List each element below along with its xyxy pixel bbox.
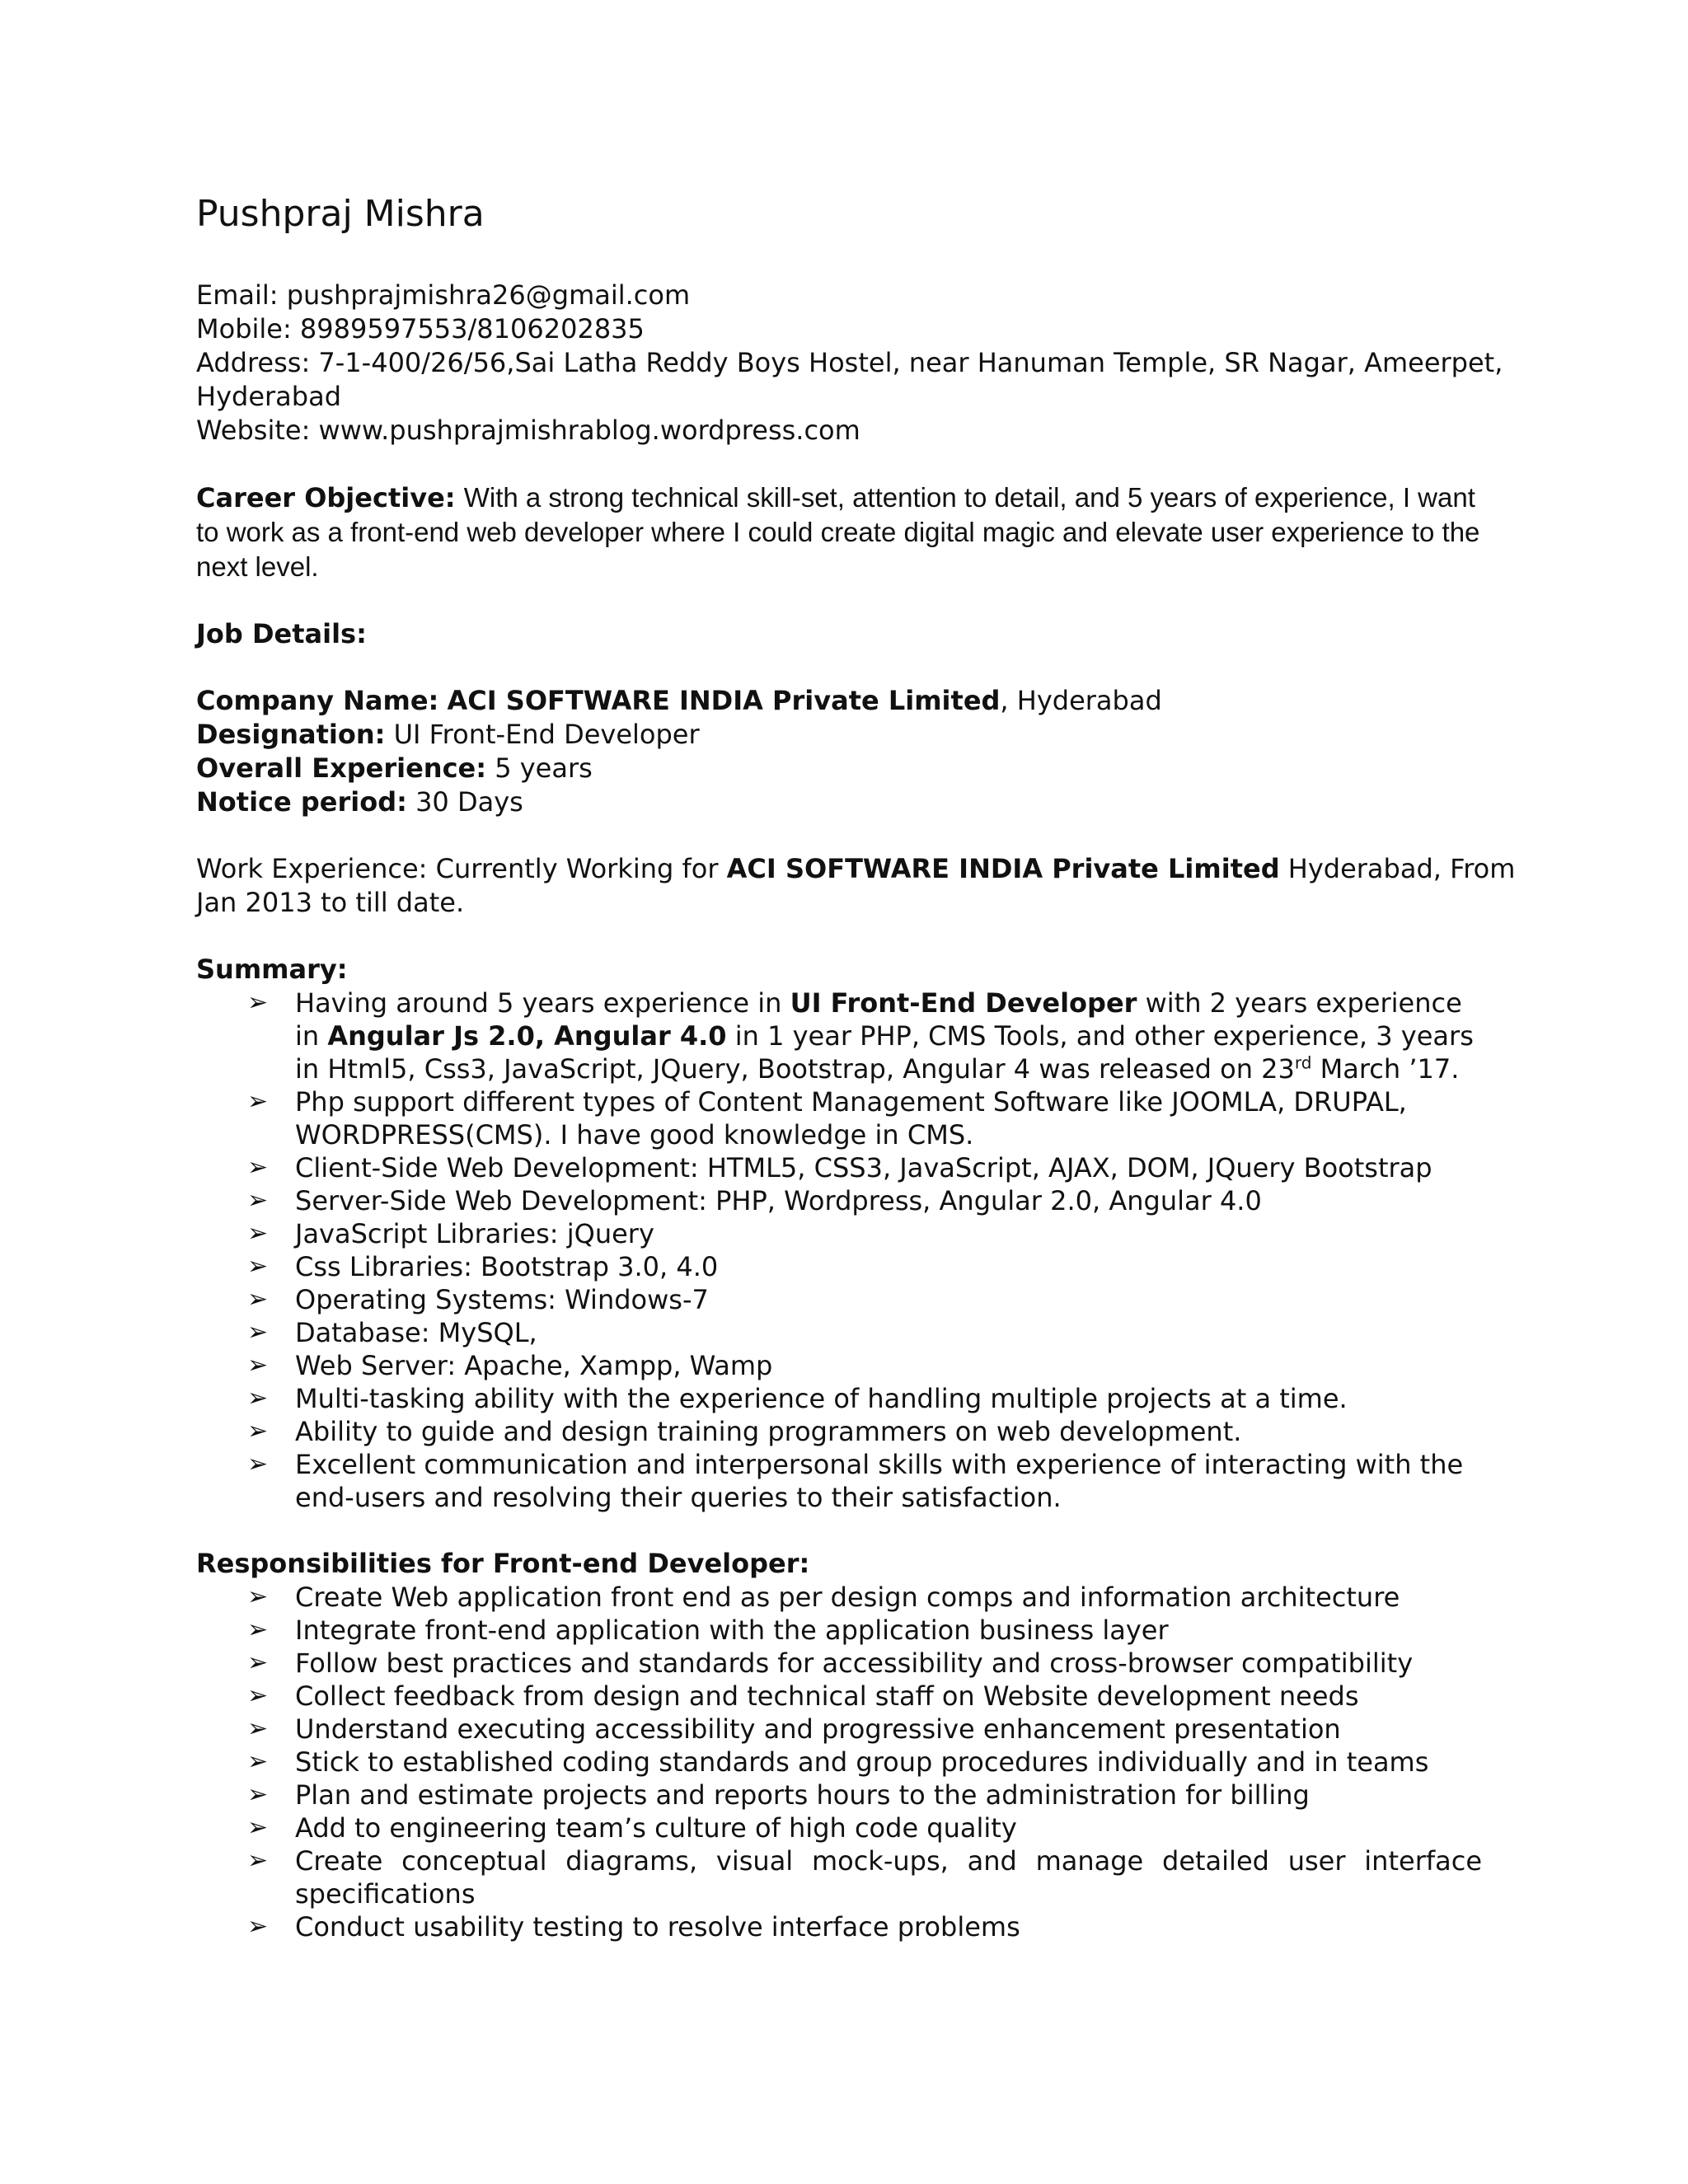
experience-value: 5 years	[495, 752, 593, 784]
list-item-text: Integrate front-end application with the application business layer	[295, 1615, 1169, 1646]
list-item	[196, 1581, 1482, 1614]
list-item-text: Stick to established coding standards and group procedures individually and in teams	[295, 1746, 1429, 1778]
list-item-text: Multi-tasking ability with the experience of handling multiple projects at a time.	[295, 1383, 1348, 1414]
email-line	[196, 279, 1482, 312]
company-label: Company Name:	[196, 685, 439, 716]
list-item-text: Create Web application front end as per design comps and information architecture	[295, 1582, 1400, 1613]
experience-line	[196, 752, 1482, 785]
arrow-bullet-icon: ➢	[247, 1186, 269, 1215]
responsibilities-list	[196, 1581, 1482, 1844]
summary-superscript: rd	[1294, 1052, 1312, 1073]
list-item	[196, 1844, 1482, 1910]
arrow-bullet-icon: ➢	[247, 1813, 269, 1842]
address-label: Address:	[196, 347, 311, 378]
list-item-text: Collect feedback from design and technical staff on Website development needs	[295, 1680, 1359, 1712]
mobile-label: Mobile:	[196, 313, 292, 344]
responsibilities-heading: Responsibilities for Front-end Developer:	[196, 1548, 810, 1579]
designation-label: Designation:	[196, 719, 386, 750]
list-item	[196, 987, 1482, 1085]
list-item-text: Excellent communication and interpersonal skills with experience of interacting with the end-users and resolving their queries to their satisfaction.	[295, 1449, 1464, 1513]
list-item	[196, 1779, 1482, 1811]
list-item-text: Plan and estimate projects and reports hours to the administration for billing	[295, 1779, 1310, 1811]
list-item	[196, 1316, 1482, 1349]
notice-line	[196, 785, 1482, 819]
list-item-text: Add to engineering team’s culture of high code quality	[295, 1812, 1017, 1844]
list-item	[196, 1614, 1482, 1647]
list-item	[196, 1283, 1482, 1316]
list-item-text: Web Server: Apache, Xampp, Wamp	[295, 1350, 773, 1381]
notice-label: Notice period:	[196, 786, 407, 818]
summary-text: Html5, Css3, JavaScript, JQuery, Bootstrap, Angular 4 was released on 23	[327, 1053, 1295, 1085]
website-value[interactable]: www.pushprajmishrablog.wordpress.com	[318, 415, 860, 446]
arrow-bullet-icon: ➢	[247, 1219, 269, 1248]
list-item	[196, 1085, 1482, 1151]
list-item-text: Database: MySQL,	[295, 1317, 537, 1348]
company-value: ACI SOFTWARE INDIA Private Limited	[447, 685, 1001, 716]
list-item-text: JavaScript Libraries: jQuery	[295, 1218, 654, 1249]
resume-page	[196, 191, 1516, 1943]
arrow-bullet-icon: ➢	[247, 1648, 269, 1677]
list-item	[196, 1910, 1482, 1943]
list-item-text: Css Libraries: Bootstrap 3.0, 4.0	[295, 1251, 719, 1282]
work-company: ACI SOFTWARE INDIA Private Limited	[726, 853, 1280, 884]
summary-highlight: UI Front-End Developer	[790, 987, 1137, 1019]
mobile-line	[196, 312, 1482, 346]
career-objective-label: Career Objective:	[196, 482, 456, 513]
arrow-bullet-icon: ➢	[247, 1450, 269, 1479]
address-value: 7-1-400/26/56,Sai Latha Reddy Boys Hostel, near Hanuman Temple, SR Nagar, Ameerpet,	[318, 347, 1503, 378]
list-item-text: Follow best practices and standards for accessibility and cross-browser compatibility	[295, 1647, 1414, 1679]
email-value[interactable]: pushprajmishra26@gmail.com	[286, 279, 691, 311]
summary-list	[196, 987, 1482, 1514]
list-item-text: Server-Side Web Development: PHP, Wordpress, Angular 2.0, Angular 4.0	[295, 1185, 1262, 1216]
list-item	[196, 1415, 1482, 1448]
website-line	[196, 414, 1482, 448]
list-item	[196, 1349, 1482, 1382]
address-line	[196, 346, 1503, 380]
arrow-bullet-icon: ➢	[247, 1681, 269, 1710]
job-details	[196, 684, 1482, 819]
arrow-bullet-icon: ➢	[247, 1747, 269, 1776]
list-item-text: Create conceptual diagrams, visual mock-ups, and manage detailed user interface	[295, 1845, 1482, 1877]
summary-text: March ’17.	[1320, 1053, 1460, 1085]
list-item	[196, 1448, 1482, 1514]
work-suffix: Hyderabad, From	[1287, 853, 1516, 884]
list-item	[196, 1811, 1482, 1844]
contact-block	[196, 279, 1503, 448]
website-label: Website:	[196, 415, 311, 446]
work-experience	[196, 852, 1516, 920]
list-item	[196, 1250, 1482, 1283]
arrow-bullet-icon: ➢	[247, 1285, 269, 1314]
list-item-text: Php support different types of Content Management Software like JOOMLA, DRUPAL, WORDPRESS(CMS). I have good knowledge in CMS.	[295, 1086, 1407, 1151]
list-item-text: Operating Systems: Windows-7	[295, 1284, 709, 1315]
summary-highlight: Angular Js 2.0, Angular 4.0	[327, 1020, 727, 1052]
summary-text: with 2 years experience in	[295, 987, 1462, 1052]
list-item-text: Understand executing accessibility and progressive enhancement presentation	[295, 1713, 1341, 1745]
arrow-bullet-icon: ➢	[247, 1846, 269, 1875]
list-item	[196, 1151, 1482, 1184]
arrow-bullet-icon: ➢	[247, 1780, 269, 1809]
list-item-text: Ability to guide and design training programmers on web development.	[295, 1416, 1242, 1447]
summary-text: in 1 year PHP, CMS Tools, and other experience, 3 years in	[295, 1020, 1474, 1085]
summary-heading: Summary:	[196, 954, 348, 985]
arrow-bullet-icon: ➢	[247, 1615, 269, 1644]
arrow-bullet-icon: ➢	[247, 1153, 269, 1182]
company-line	[196, 684, 1482, 718]
summary-text: Having around 5 years experience in	[295, 987, 782, 1019]
list-item	[196, 1713, 1482, 1746]
list-item-text-cont: specifications	[295, 1878, 476, 1910]
list-item	[196, 1746, 1482, 1779]
arrow-bullet-icon: ➢	[247, 1351, 269, 1380]
arrow-bullet-icon: ➢	[247, 988, 269, 1017]
arrow-bullet-icon: ➢	[247, 1912, 269, 1941]
email-label: Email:	[196, 279, 279, 311]
designation-value: UI Front-End Developer	[393, 719, 700, 750]
list-item	[196, 1217, 1482, 1250]
arrow-bullet-icon: ➢	[247, 1417, 269, 1446]
list-item-text: Conduct usability testing to resolve interface problems	[295, 1911, 1020, 1943]
company-city: , Hyderabad	[1000, 685, 1162, 716]
candidate-name: Pushpraj Mishra	[196, 193, 485, 235]
list-item	[196, 1382, 1482, 1415]
arrow-bullet-icon: ➢	[247, 1087, 269, 1116]
list-item	[196, 1647, 1482, 1680]
experience-label: Overall Experience:	[196, 752, 487, 784]
job-details-heading: Job Details:	[196, 618, 367, 649]
responsibilities-list-tail	[196, 1844, 1482, 1943]
career-objective-text: With a strong technical skill-set, attention to detail, and 5 years of experience, I want to work as a front-end web developer where I could create digital magic and elevate user experience to the next level.	[196, 482, 1480, 582]
address-city: Hyderabad	[196, 381, 341, 412]
arrow-bullet-icon: ➢	[247, 1252, 269, 1281]
designation-line	[196, 718, 1482, 752]
mobile-value: 8989597553/8106202835	[299, 313, 645, 344]
arrow-bullet-icon: ➢	[247, 1318, 269, 1347]
work-experience-line	[196, 852, 1516, 886]
arrow-bullet-icon: ➢	[247, 1714, 269, 1743]
work-prefix: Work Experience: Currently Working for	[196, 853, 719, 884]
arrow-bullet-icon: ➢	[247, 1384, 269, 1413]
list-item	[196, 1184, 1482, 1217]
career-objective	[196, 480, 1482, 584]
list-item	[196, 1680, 1482, 1713]
notice-value: 30 Days	[415, 786, 523, 818]
work-period: Jan 2013 to till date.	[196, 887, 465, 918]
list-item-text: Client-Side Web Development: HTML5, CSS3, JavaScript, AJAX, DOM, JQuery Bootstrap	[295, 1152, 1432, 1183]
arrow-bullet-icon: ➢	[247, 1582, 269, 1611]
